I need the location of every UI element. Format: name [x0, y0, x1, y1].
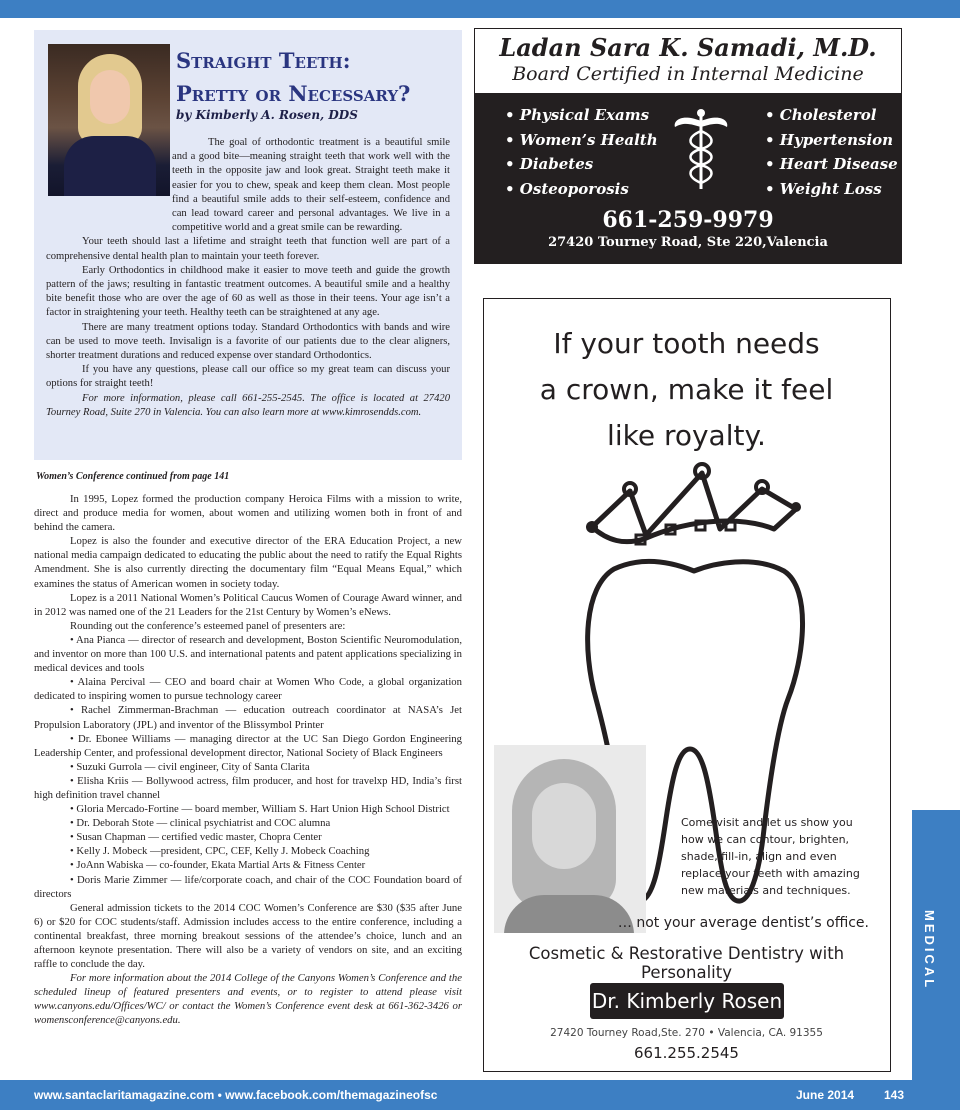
samadi-ad — [474, 28, 902, 264]
presenter-item: • Rachel Zimmerman-Brachman — education outreach coordinator at NASA’s Jet Propulsion Laboratory (JPL) and inventor of the Blissymbol Printer — [34, 704, 462, 731]
board-certification: Board Certified in Internal Medicine — [512, 63, 864, 85]
article-byline: by Kimberly A. Rosen, DDS — [176, 108, 358, 122]
article-box — [34, 30, 462, 460]
section-side-tab — [912, 810, 960, 1080]
ad-specialty: Cosmetic & Restorative Dentistry with Personality — [528, 944, 845, 982]
pitch-line: Come visit and let us show you — [681, 816, 853, 829]
headline-line: If your tooth needs — [553, 327, 820, 360]
rosen-address: 27420 Tourney Road,Ste. 270 • Valencia, CA. 91355 — [550, 1027, 823, 1039]
ad-headline — [484, 321, 889, 459]
service-item: • Hypertension — [765, 130, 894, 149]
continued-body — [34, 492, 462, 1028]
rosen-phone: 661.255.2545 — [634, 1044, 739, 1062]
headline-line: a crown, make it feel — [539, 373, 834, 406]
continued-paragraph: Rounding out the conference’s esteemed panel of presenters are: — [70, 619, 346, 632]
service-item: • Heart Disease — [765, 155, 898, 173]
services-right-list — [765, 103, 898, 201]
article-contact: For more information, please call 661-255-2545. The office is located at 27420 Tourney Road, Suite 270 in Valencia. You can also learn more at www.kimrosendds.com. — [46, 392, 450, 418]
service-item: • Osteoporosis — [505, 179, 629, 198]
title-line-2: Pretty or Necessary? — [176, 81, 411, 106]
services-left-list — [505, 103, 658, 201]
pitch-line: new materials and techniques. — [681, 884, 851, 897]
presenter-item: • Elisha Kriis — Bollywood actress, film producer, and host for travelxp HD, India’s first high definition travel channel — [34, 774, 462, 801]
continued-contact: For more information about the 2014 College of the Canyons Women’s Conference and the scheduled lineup of featured presenters and events, or to register to attend please visit www.canyons.edu/Offices/WC/ or contact the Women’s Conference event desk at 661-362-3426 or womensconference@canyons.edu. — [34, 972, 462, 1027]
caduceus-icon — [671, 107, 731, 191]
continued-paragraph: Lopez is also the founder and executive director of the ERA Education Project, a new national media campaign dedicated to educating the public about the need to ratify the Equal Rights Amendment. She is also currently directing the documentary film “Equal Means Equal,” which examines the status of American women in society today. — [34, 535, 462, 590]
presenter-item: • Susan Chapman — certified vedic master, Chopra Center — [70, 831, 322, 844]
samadi-phone: 661-259-9979 — [602, 207, 774, 233]
doctor-name: Ladan Sara K. Samadi, M.D. — [499, 33, 877, 62]
presenter-item: • Dr. Deborah Stote — clinical psychiatrist and COC alumna — [70, 817, 331, 830]
ad-pitch — [681, 814, 881, 899]
top-color-bar — [0, 0, 960, 18]
rosen-ad — [483, 298, 891, 1072]
article-body — [46, 136, 450, 420]
title-line-1: Straight Teeth: — [176, 48, 351, 73]
presenter-item: • Dr. Ebonee Williams — managing director at the UC San Diego Gordon Engineering Leadership Center, and professional development director, National Society of Black Engineers — [34, 732, 462, 759]
article-title — [176, 44, 456, 110]
article-paragraph: Early Orthodontics in childhood make it easier to move teeth and guide the growth pattern of the jaws; resulting in fantastic treatment outcomes. A beautiful smile and a healthy bite benefit those who are over the age of 60 as well as those in their teens. Your age isn’t a factor in straightening your teeth. Healthy teeth can be straightened at any age. — [46, 264, 450, 319]
dentist-photo — [494, 745, 646, 933]
article-paragraph: Your teeth should last a lifetime and straight teeth that function well are part of a comprehensive dental health plan to maintain your teeth forever. — [46, 236, 450, 262]
presenter-item: • Doris Marie Zimmer — life/corporate coach, and chair of the COC Foundation board of directors — [34, 873, 462, 900]
service-item: • Physical Exams — [505, 106, 650, 124]
dentist-logo: Dr. Kimberly Rosen — [590, 983, 784, 1019]
article-paragraph: If you have any questions, please call our office so my great team can discuss your options for straight teeth! — [46, 364, 450, 390]
footer-bar — [0, 1080, 960, 1110]
presenter-item: • Kelly J. Mobeck —president, CPC, CEF, Kelly J. Mobeck Coaching — [70, 845, 370, 858]
samadi-address: 27420 Tourney Road, Ste 220,Valencia — [548, 235, 828, 250]
presenter-item: • Suzuki Gurrola — civil engineer, City of Santa Clarita — [70, 760, 310, 773]
pitch-line: replace your teeth with amazing — [681, 867, 860, 880]
headline-line: like royalty. — [607, 419, 766, 452]
continued-paragraph: Lopez is a 2011 National Women’s Political Caucus Women of Courage Award winner, and in 2012 was named one of the 21 Leaders for the 21st Century by Women’s eNews. — [34, 591, 462, 618]
article-paragraph: The goal of orthodontic treatment is a beautiful smile and a good bite—meaning straight teeth that work well with the teeth in the opposite jaw and look great. Straight teeth make it easier for you to chew, speak and keep them clean. Most people find a beautiful smile adds to their self-esteem, confidence and can lead toward career and personal advantages. We live in a competitive world and a great smile can be rewarding. — [172, 137, 450, 234]
ad-tagline: … not your average dentist’s office. — [617, 915, 869, 931]
footer-issue: June 2014 — [796, 1088, 855, 1102]
page-number: 143 — [884, 1088, 905, 1102]
presenter-item: • JoAnn Wabiska — co-founder, Ekata Martial Arts & Fitness Center — [70, 859, 366, 872]
section-label: MEDICAL — [922, 910, 937, 991]
service-item: • Diabetes — [505, 155, 594, 173]
services-panel — [475, 93, 901, 263]
pitch-line: how we can contour, brighten, — [681, 833, 850, 846]
presenter-item: • Gloria Mercado-Fortine — board member, William S. Hart Union High School District — [70, 803, 450, 816]
service-item: • Women’s Health — [505, 130, 658, 149]
presenter-item: • Ana Pianca — director of research and development, Boston Scientific Neuromodulation, and inventor on more than 100 U.S. and international patents and patent applications specializing in medical devices and tools — [34, 633, 462, 675]
service-item: • Cholesterol — [765, 106, 877, 124]
pitch-line: shade, fill-in, align and even — [681, 850, 837, 863]
service-item: • Weight Loss — [765, 179, 882, 198]
continued-paragraph: In 1995, Lopez formed the production company Heroica Films with a mission to write, direct and produce media for women, about women and utilizing women both in front of and behind the camera. — [34, 493, 462, 534]
footer-urls: www.santaclaritamagazine.com • www.facebook.com/themagazineofsc — [34, 1088, 438, 1102]
article-paragraph: There are many treatment options today. Standard Orthodontics with bands and wire can be used to move teeth. Invisalign is a favorite of our patients due to the clear aligners, shorter treatment durations and reduced expense over standard Orthodontics. — [46, 321, 450, 362]
continued-heading: Women’s Conference continued from page 141 — [36, 471, 230, 482]
presenter-item: • Alaina Percival — CEO and board chair at Women Who Code, a global organization dedicated to inspiring women to pursue technology career — [34, 676, 462, 703]
continued-paragraph: General admission tickets to the 2014 COC Women’s Conference are $30 ($35 after June 6) or $20 for COC students/staff. Admission includes access to the entire conference, including a continental breakfast, three morning breakout sessions of the attendee’s choice, lunch and an afternoon keynote presentation. There will also be a variety of vendors on site, and an exciting raffle to conclude the day. — [34, 901, 462, 971]
